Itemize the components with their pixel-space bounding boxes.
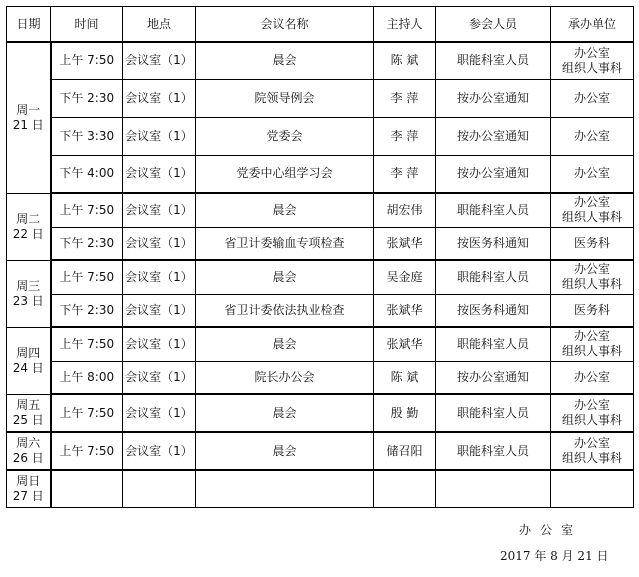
meeting-cell: 晨会 — [196, 193, 374, 227]
host-cell: 陈 斌 — [374, 42, 436, 79]
header-time: 时间 — [51, 7, 123, 43]
place-cell: 会议室（1） — [123, 394, 196, 432]
host-cell: 陈 斌 — [374, 361, 436, 394]
time-cell: 下午 4:00 — [51, 155, 123, 193]
meeting-cell: 省卫计委输血专项检查 — [196, 227, 374, 260]
table-row — [7, 260, 634, 294]
time-cell: 上午 7:50 — [51, 394, 123, 432]
time-cell — [51, 470, 123, 507]
unit-cell: 办公室 组织人事科 — [551, 394, 634, 432]
host-cell: 张斌华 — [374, 227, 436, 260]
attendees-cell: 职能科室人员 — [436, 432, 551, 470]
time-cell: 上午 7:50 — [51, 42, 123, 79]
day-name: 周三 — [16, 278, 41, 293]
table-row — [7, 394, 634, 432]
day-cell-sun — [7, 470, 51, 507]
table-row — [7, 117, 634, 155]
table-row — [7, 227, 634, 260]
table-row — [7, 79, 634, 117]
table-row — [7, 432, 634, 470]
table-row — [7, 361, 634, 394]
host-cell — [374, 470, 436, 507]
meeting-cell: 党委会 — [196, 117, 374, 155]
unit-cell: 办公室 — [551, 361, 634, 394]
header-place: 地点 — [123, 7, 196, 43]
time-cell: 上午 7:50 — [51, 432, 123, 470]
place-cell: 会议室（1） — [123, 327, 196, 361]
meeting-cell: 院长办公会 — [196, 361, 374, 394]
table-row — [7, 42, 634, 79]
table-row — [7, 327, 634, 361]
header-attendees: 参会人员 — [436, 7, 551, 43]
place-cell: 会议室（1） — [123, 42, 196, 79]
attendees-cell: 职能科室人员 — [436, 394, 551, 432]
host-cell: 储召阳 — [374, 432, 436, 470]
day-name: 周六 — [16, 436, 41, 450]
day-cell-tue — [7, 193, 51, 260]
place-cell: 会议室（1） — [123, 227, 196, 260]
host-cell: 吴金庭 — [374, 260, 436, 294]
place-cell: 会议室（1） — [123, 117, 196, 155]
meeting-cell: 晨会 — [196, 432, 374, 470]
place-cell: 会议室（1） — [123, 155, 196, 193]
attendees-cell: 按办公室通知 — [436, 155, 551, 193]
day-date: 26 日 — [12, 451, 44, 465]
host-cell: 张斌华 — [374, 294, 436, 327]
unit-cell: 办公室 组织人事科 — [551, 327, 634, 361]
meeting-cell: 晨会 — [196, 260, 374, 294]
time-cell: 上午 7:50 — [51, 327, 123, 361]
day-cell-fri — [7, 394, 51, 432]
day-name: 周五 — [16, 397, 41, 412]
meeting-cell: 党委中心组学习会 — [196, 155, 374, 193]
host-cell: 李 萍 — [374, 117, 436, 155]
header-date: 日期 — [7, 7, 51, 43]
meeting-cell: 省卫计委依法执业检查 — [196, 294, 374, 327]
unit-cell: 办公室 组织人事科 — [551, 260, 634, 294]
day-name: 周四 — [16, 345, 41, 360]
attendees-cell: 职能科室人员 — [436, 193, 551, 227]
meeting-cell: 院领导例会 — [196, 79, 374, 117]
unit-cell: 医务科 — [551, 294, 634, 327]
day-name: 周一 — [16, 102, 41, 117]
day-date: 24 日 — [12, 360, 44, 375]
host-cell: 李 萍 — [374, 79, 436, 117]
header-meeting: 会议名称 — [196, 7, 374, 43]
meeting-cell — [196, 470, 374, 507]
time-cell: 上午 7:50 — [51, 260, 123, 294]
place-cell — [123, 470, 196, 507]
table-row — [7, 470, 634, 507]
place-cell: 会议室（1） — [123, 294, 196, 327]
attendees-cell: 职能科室人员 — [436, 42, 551, 79]
place-cell: 会议室（1） — [123, 260, 196, 294]
time-cell: 上午 8:00 — [51, 361, 123, 394]
day-cell-thu — [7, 327, 51, 394]
attendees-cell: 按办公室通知 — [436, 117, 551, 155]
place-cell: 会议室（1） — [123, 193, 196, 227]
attendees-cell — [436, 470, 551, 507]
attendees-cell: 按医务科通知 — [436, 294, 551, 327]
meeting-cell: 晨会 — [196, 394, 374, 432]
unit-cell: 办公室 组织人事科 — [551, 42, 634, 79]
time-cell: 下午 2:30 — [51, 79, 123, 117]
unit-cell: 办公室 — [551, 155, 634, 193]
footer-date: 2017 年 8 月 21 日 — [500, 549, 609, 563]
day-date: 22 日 — [12, 226, 44, 241]
table-row — [7, 294, 634, 327]
unit-cell: 医务科 — [551, 227, 634, 260]
attendees-cell: 职能科室人员 — [436, 327, 551, 361]
attendees-cell: 按办公室通知 — [436, 361, 551, 394]
day-cell-sat — [7, 432, 51, 470]
unit-cell: 办公室 — [551, 79, 634, 117]
day-date: 25 日 — [12, 412, 44, 427]
time-cell: 下午 2:30 — [51, 227, 123, 260]
day-cell-wed — [7, 260, 51, 327]
footer-office: 办公室 — [519, 523, 583, 537]
header-row — [7, 7, 634, 43]
unit-cell: 办公室 组织人事科 — [551, 193, 634, 227]
time-cell: 下午 2:30 — [51, 294, 123, 327]
day-date: 27 日 — [12, 488, 44, 503]
unit-cell: 办公室 组织人事科 — [551, 432, 634, 470]
header-organizer-unit: 承办单位 — [551, 7, 634, 43]
day-name: 周二 — [16, 211, 41, 226]
time-cell: 下午 3:30 — [51, 117, 123, 155]
day-date: 23 日 — [12, 293, 44, 308]
attendees-cell: 按办公室通知 — [436, 79, 551, 117]
host-cell: 胡宏伟 — [374, 193, 436, 227]
unit-cell: 办公室 — [551, 117, 634, 155]
place-cell: 会议室（1） — [123, 79, 196, 117]
attendees-cell: 按医务科通知 — [436, 227, 551, 260]
table-row — [7, 155, 634, 193]
place-cell: 会议室（1） — [123, 432, 196, 470]
day-cell-mon — [7, 42, 51, 193]
meeting-schedule-table — [6, 6, 634, 508]
host-cell: 李 萍 — [374, 155, 436, 193]
unit-cell — [551, 470, 634, 507]
meeting-cell: 晨会 — [196, 42, 374, 79]
day-date: 21 日 — [12, 117, 44, 132]
host-cell: 张斌华 — [374, 327, 436, 361]
meeting-cell: 晨会 — [196, 327, 374, 361]
table-row — [7, 193, 634, 227]
time-cell: 上午 7:50 — [51, 193, 123, 227]
host-cell: 殷 勤 — [374, 394, 436, 432]
day-name: 周日 — [16, 473, 41, 488]
header-host: 主持人 — [374, 7, 436, 43]
attendees-cell: 职能科室人员 — [436, 260, 551, 294]
place-cell: 会议室（1） — [123, 361, 196, 394]
